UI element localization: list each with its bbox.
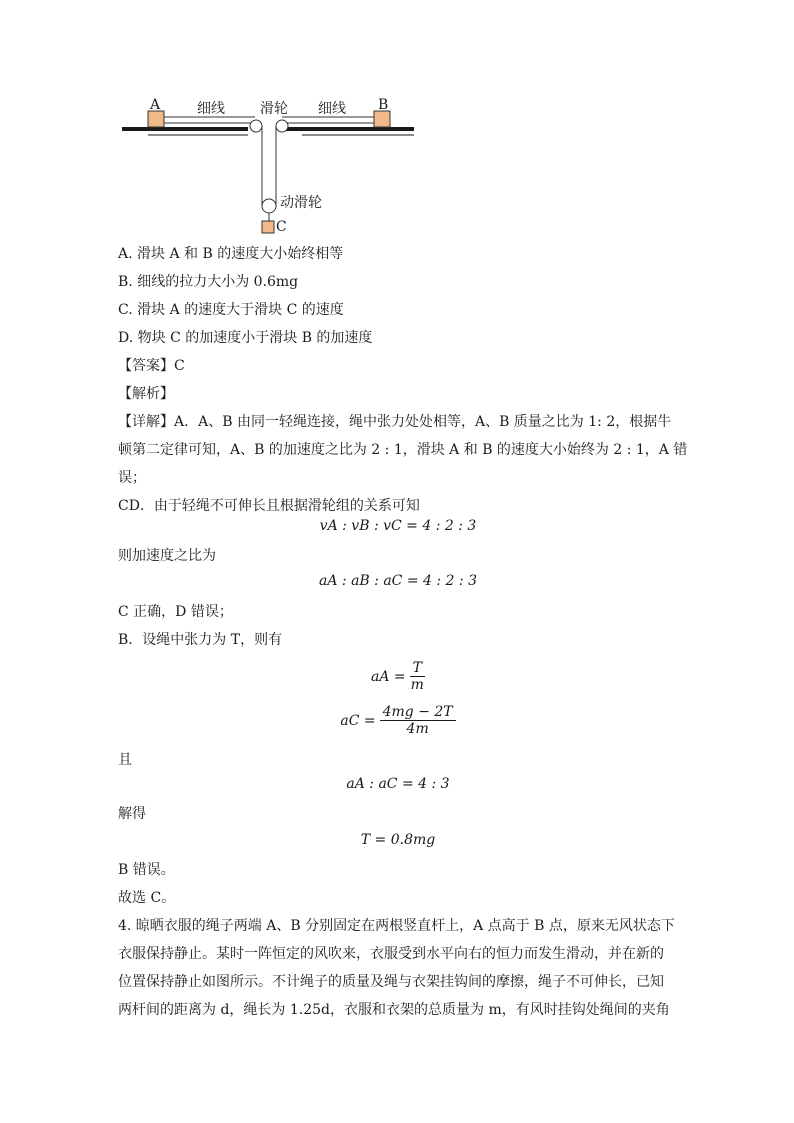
eq-T: T = 0.8mg (360, 832, 436, 848)
eq-aC-lhs: aC = (340, 712, 376, 729)
analysis-label: 【解析】 (118, 386, 174, 402)
label-pulley: 滑轮 (260, 101, 288, 117)
answer-label: 【答案】 (118, 358, 174, 374)
cd-conclusion: C 正确，D 错误； (118, 604, 233, 620)
solve-word: 解得 (118, 806, 146, 822)
block-c (262, 221, 274, 233)
moving-pulley (262, 199, 276, 213)
options-list (118, 240, 688, 520)
eq-aA-num: T (410, 660, 425, 677)
and-word: 且 (118, 752, 132, 768)
answer-line (118, 352, 678, 380)
option-a: A. 滑块 A 和 B 的速度大小始终相等 (118, 246, 344, 262)
eq-aC (118, 704, 678, 737)
label-a: A (150, 97, 161, 113)
accel-intro: 则加速度之比为 (118, 548, 216, 564)
eq-aA-lhs: aA = (371, 668, 406, 685)
label-string-left: 细线 (197, 101, 225, 117)
left-table (122, 127, 248, 131)
eq-velocity: vA : vB : vC = 4 : 2 : 3 (319, 518, 477, 534)
b-conclusion: B 错误。 (118, 862, 175, 878)
detail-line-2: 顿第二定律可知，A、B 的加速度之比为 2 : 1，滑块 A 和 B 的速度大小始终为 2 : 1，A 错 (118, 442, 688, 458)
detail-line-1: 【详解】A．A、B 由同一轻绳连接，绳中张力处处相等，A、B 质量之比为 1: 2，根据牛 (118, 414, 672, 430)
left-pulley (250, 120, 262, 132)
q4-line-1: 4. 晾晒衣服的绳子两端 A、B 分别固定在两根竖直杆上，A 点高于 B 点，原来无风状态下 (118, 918, 675, 934)
q4-line-3: 位置保持静止如图所示。不计绳子的质量及绳与衣架挂钩间的摩擦，绳子不可伸长，已知 (118, 974, 664, 990)
question-4 (118, 912, 678, 1024)
label-b: B (378, 97, 389, 113)
b-intro: B．设绳中张力为 T，则有 (118, 632, 283, 648)
label-c: C (276, 219, 287, 235)
cd-intro: CD．由于轻绳不可伸长且根据滑轮组的关系可知 (118, 498, 420, 514)
eq-ratio: aA : aC = 4 : 3 (346, 776, 450, 792)
answer-value: C (174, 358, 185, 374)
final-choice: 故选 C。 (118, 890, 176, 906)
option-d: D. 物块 C 的加速度小于滑块 B 的加速度 (118, 330, 373, 346)
eq-accel: aA : aB : aC = 4 : 2 : 3 (319, 573, 477, 589)
label-moving-pulley: 动滑轮 (280, 195, 322, 211)
option-b: B. 细线的拉力大小为 0.6mg (118, 274, 299, 290)
eq-aA (118, 660, 678, 693)
eq-aA-den: m (410, 677, 424, 693)
eq-aC-den: 4m (406, 721, 429, 737)
q4-line-4: 两杆间的距离为 d，绳长为 1.25d，衣服和衣架的总质量为 m，有风时挂钩处绳间的夹角 (118, 1002, 670, 1018)
option-c: C. 滑块 A 的速度大于滑块 C 的速度 (118, 302, 344, 318)
right-table (284, 127, 414, 131)
eq-aC-fraction (380, 704, 456, 737)
label-string-right: 细线 (318, 101, 346, 117)
eq-aA-fraction (410, 660, 425, 693)
q4-line-2: 衣服保持静止。某时一阵恒定的风吹来，衣服受到水平向右的恒力而发生滑动，并在新的 (118, 946, 664, 962)
eq-aC-num: 4mg − 2T (380, 704, 456, 721)
detail-line-3: 误； (118, 470, 146, 486)
right-pulley (276, 120, 288, 132)
